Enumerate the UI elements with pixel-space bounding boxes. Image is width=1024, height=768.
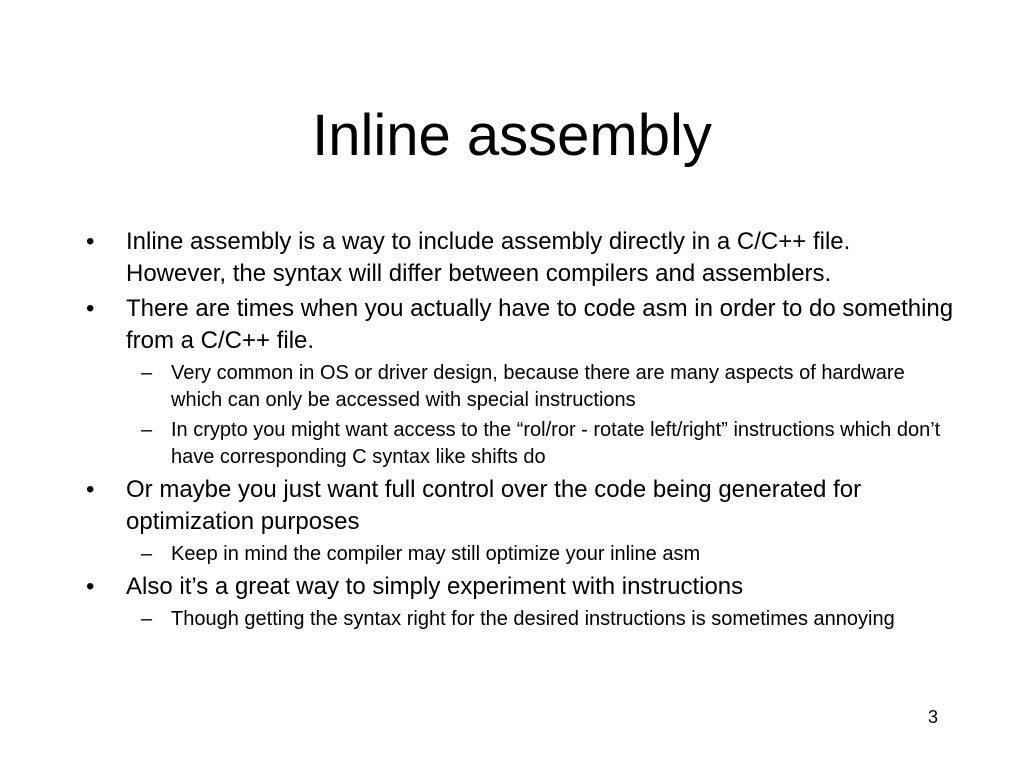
bullet-item — [84, 293, 954, 357]
sub-bullet-item — [84, 541, 954, 568]
sub-bullet-text: Very common in OS or driver design, because there are many aspects of hardware which can only be accessed with special instructions — [171, 362, 905, 411]
bullet-list — [84, 226, 954, 636]
sub-bullet-item — [84, 360, 954, 414]
bullet-text: Inline assembly is a way to include assembly directly in a C/C++ file. However, the syntax will differ between compilers and assemblers. — [126, 228, 851, 287]
sub-bullet-item — [84, 606, 954, 633]
bullet-marker: • — [86, 295, 95, 322]
sub-bullet-text: In crypto you might want access to the “rol/ror - rotate left/right” instructions which don’t have corresponding C syntax like shifts do — [171, 419, 941, 468]
bullet-marker: • — [86, 573, 95, 600]
bullet-text: Also it’s a great way to simply experiment with instructions — [126, 573, 744, 600]
bullet-item — [84, 474, 954, 538]
sub-bullet-marker: – — [141, 543, 153, 565]
sub-bullet-marker: – — [141, 362, 153, 384]
sub-bullet-marker: – — [141, 608, 153, 630]
bullet-text: There are times when you actually have to code asm in order to do something from a C/C++ file. — [126, 295, 954, 354]
sub-bullet-text: Though getting the syntax right for the desired instructions is sometimes annoying — [171, 608, 895, 630]
sub-bullet-text: Keep in mind the compiler may still optimize your inline asm — [171, 543, 701, 565]
bullet-item — [84, 571, 954, 603]
sub-bullet-item — [84, 417, 954, 471]
bullet-item — [84, 226, 954, 290]
bullet-marker: • — [86, 228, 95, 255]
slide-title: Inline assembly — [312, 103, 712, 168]
page-number: 3 — [927, 707, 938, 727]
sub-bullet-marker: – — [141, 419, 153, 441]
bullet-marker: • — [86, 476, 95, 503]
bullet-text: Or maybe you just want full control over the code being generated for optimization purposes — [126, 476, 862, 535]
